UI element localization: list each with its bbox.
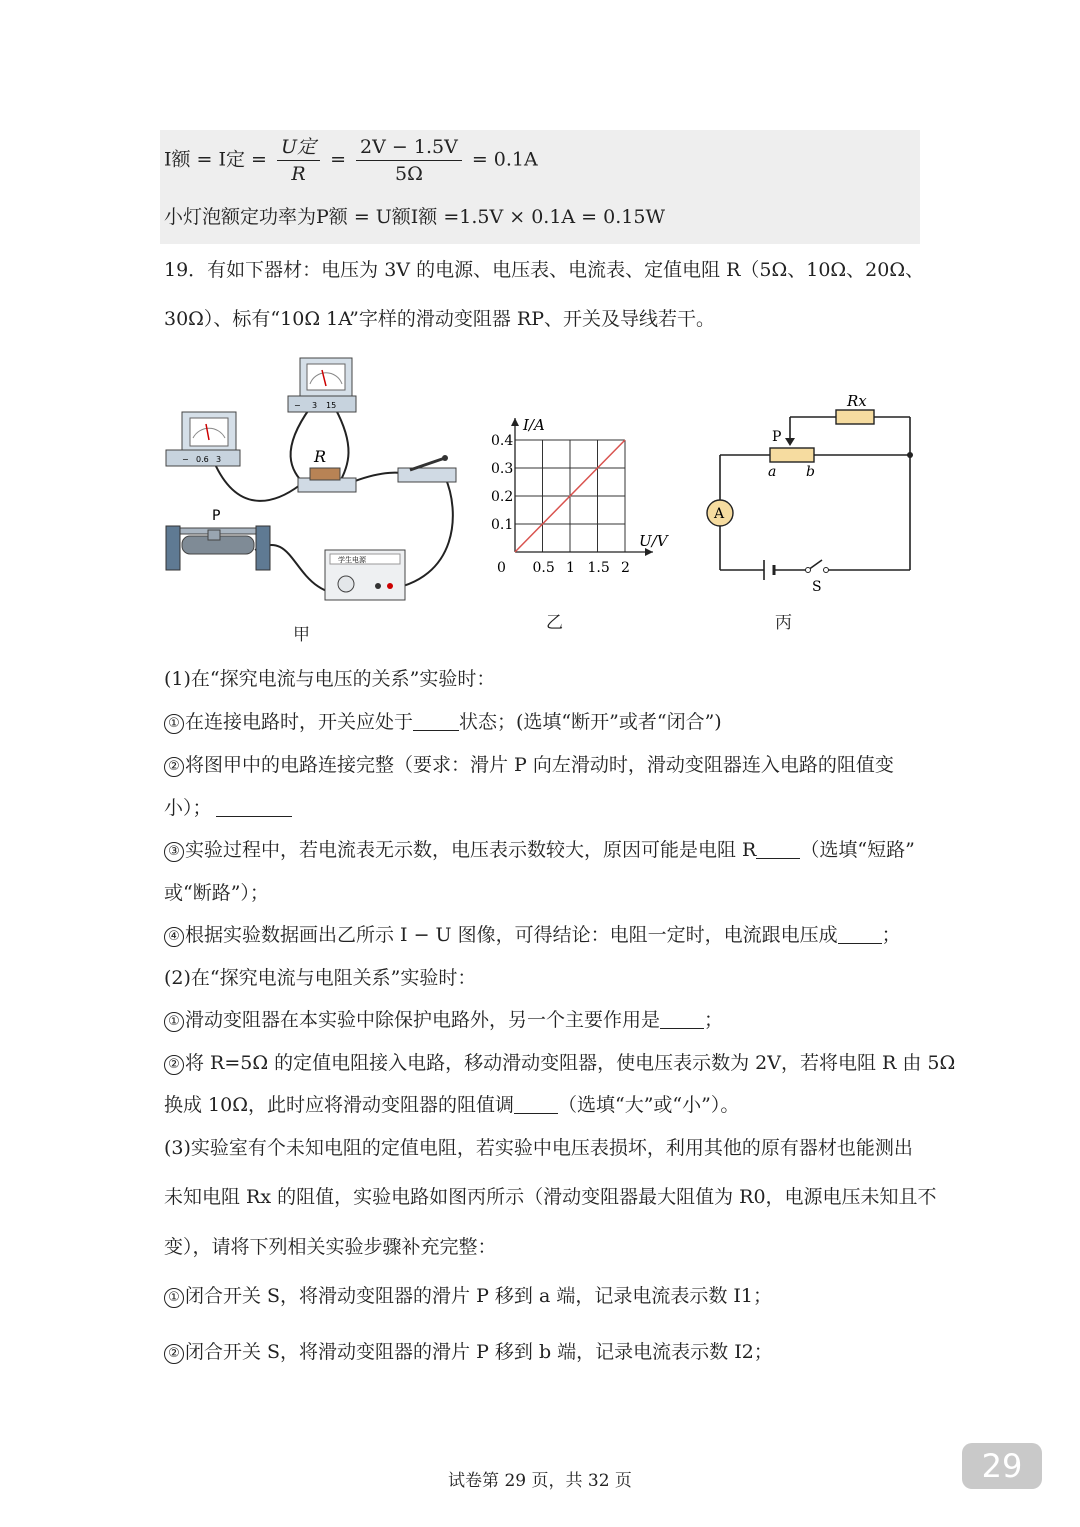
circled-number: ① [164,1288,184,1308]
item-text: （选填“短路” [800,839,915,861]
power-supply-label: 学生电源 [338,556,366,564]
y-tick-label: 0.3 [491,461,514,477]
part-1-item-1 [164,707,722,734]
part-1-item-4 [164,920,901,947]
fraction-u-over-r [277,134,320,187]
fraction-values [356,134,462,187]
ammeter [166,412,240,466]
end-a-label: a [768,464,777,480]
power-line: 小灯泡额定功率为P额 = U额I额 =1.5V × 0.1A = 0.15W [164,206,665,228]
ammeter-terminal-label: − [182,455,189,464]
switch-contact [806,568,811,573]
item-text: 实验过程中，若电流表无示数，电压表示数较大，原因可能是电阻 R [185,839,757,861]
item-text: 小）； [164,797,212,819]
power-supply [325,550,405,600]
answer-blank[interactable] [216,798,292,817]
item-text: 闭合开关 S，将滑动变阻器的滑片 P 移到 b 端，记录电流表示数 I2； [185,1341,773,1363]
question-19-line2: 30Ω）、标有“10Ω 1A”字样的滑动变阻器 RP、开关及导线若干。 [164,308,715,330]
x-tick-label: 0 [497,560,506,576]
item-text: （选填“大”或“小”）。 [557,1094,740,1116]
part-2-item-2 [164,1048,955,1075]
answer-blank[interactable] [413,712,459,731]
item-text: 换成 10Ω，此时应将滑动变阻器的阻值调 [164,1094,514,1116]
figure-yi-graph [485,410,675,580]
switch-jia [398,455,456,482]
y-tick-label: 0.4 [491,433,514,449]
item-text: 将 R=5Ω 的定值电阻接入电路，移动滑动变阻器，使电压表示数为 2V，若将电阻 R 由 5Ω [185,1052,956,1074]
x-tick-label: 0.5 [532,560,555,576]
ammeter-terminal-label: 0.6 [196,455,209,464]
part-2-item-2-cont [164,1090,739,1117]
question-19-line1: 19．有如下器材：电压为 3V 的电源、电压表、电流表、定值电阻 R（5Ω、10Ω、20Ω、 [164,259,925,281]
voltmeter-terminal-label: 15 [326,401,337,410]
part-1-item-2-cont [164,793,292,820]
switch-label: S [812,579,822,595]
part-3-step-1 [164,1281,772,1308]
voltmeter [288,358,356,412]
item-text: 在连接电路时，开关应处于 [185,711,414,733]
item-text: 滑动变阻器在本实验中除保护电路外，另一个主要作用是 [185,1009,661,1031]
current-formula: I额 = I定 = $\frac{\text{U定}}{R}$ = $\frac{2V - 1.5V}{5\Omega}$ = 0.1A [164,136,538,185]
y-tick-label: 0.2 [491,489,514,505]
answer-blank[interactable] [514,1095,558,1114]
graph-ticks [491,433,630,576]
circled-number: ④ [164,927,184,947]
graph-x-label: U/V [639,532,668,550]
fraction-denominator: 5Ω [395,163,423,185]
resistor-label: R [314,447,327,466]
figure-bing-circuit [690,380,930,600]
page-footer: 试卷第 29 页，共 32 页 [448,1471,632,1491]
slider-label: P [772,429,782,445]
x-tick-label: 1.5 [587,560,610,576]
circled-number: ② [164,1344,184,1364]
circled-number: ① [164,714,184,734]
answer-blank[interactable] [838,925,882,944]
resistor-rx [836,410,874,424]
figure-bing-caption: 丙 [775,613,792,633]
voltmeter-terminal-label: − [294,401,301,410]
circled-number: ③ [164,842,184,862]
figure-jia-apparatus [160,350,480,620]
fraction-denominator: R [291,163,306,185]
rx-label: Rx [847,392,867,410]
answer-blank[interactable] [660,1010,704,1029]
item-text: 根据实验数据画出乙所示 I − U 图像，可得结论：电阻一定时，电流跟电压成 [185,924,838,946]
voltmeter-terminal-label: 3 [312,401,318,410]
y-axis-arrow-icon [511,418,519,426]
ammeter-terminal-label: 3 [216,455,222,464]
part-1-item-3 [164,835,915,862]
part-1-heading: (1)在“探究电流与电压的关系”实验时： [164,668,496,690]
item-text: 闭合开关 S，将滑动变阻器的滑片 P 移到 a 端，记录电流表示数 I1； [185,1285,772,1307]
switch-contact [824,568,829,573]
formula-lhs: I额 = I定 = [164,148,267,171]
part-3-line2: 未知电阻 Rx 的阻值，实验电路如图丙所示（滑动变阻器最大阻值为 R0，电源电压未知且不 [164,1186,937,1208]
item-text: ； [881,924,901,946]
part-1-item-2 [164,750,894,777]
x-tick-label: 1 [566,560,575,576]
part-2-item-1 [164,1005,723,1032]
circled-number: ② [164,757,184,777]
circled-number: ② [164,1055,184,1075]
part-2-heading: (2)在“探究电流与电阻关系”实验时： [164,967,477,989]
rheostat-body [770,448,814,462]
rheostat [166,508,270,570]
figure-yi-caption: 乙 [546,613,563,633]
answer-blank[interactable] [756,840,800,859]
x-tick-label: 2 [621,560,630,576]
part-3-line1: (3)实验室有个未知电阻的定值电阻，若实验中电压表损坏，利用其他的原有器材也能测出 [164,1137,913,1159]
part-3-step-2 [164,1337,773,1364]
figure-jia-caption: 甲 [293,625,310,645]
ammeter-label: A [714,506,725,522]
junction-dot [907,452,913,458]
item-text: ； [704,1009,724,1031]
graph-y-label: I/A [523,416,545,434]
y-tick-label: 0.1 [491,517,514,533]
fraction-numerator: 2V − 1.5V [356,134,462,161]
item-text: 状态；(选填“断开”或者“闭合”) [459,711,722,733]
item-text: 将图甲中的电路连接完整（要求：滑片 P 向左滑动时，滑动变阻器连入电路的阻值变 [185,754,894,776]
resistor-r [298,447,356,492]
formula-result: = 0.1A [471,148,538,171]
part-1-item-3-cont: 或“断路”）； [164,882,269,904]
circuit-wires [720,417,910,570]
page-number-badge: 29 [962,1443,1042,1489]
slider-arrow-icon [785,438,795,446]
part-3-line3: 变），请将下列相关实验步骤补充完整： [164,1236,497,1258]
fraction-numerator: U定 [277,134,320,161]
circled-number: ① [164,1012,184,1032]
end-b-label: b [806,464,815,480]
rheostat-slider-label: P [212,508,221,524]
